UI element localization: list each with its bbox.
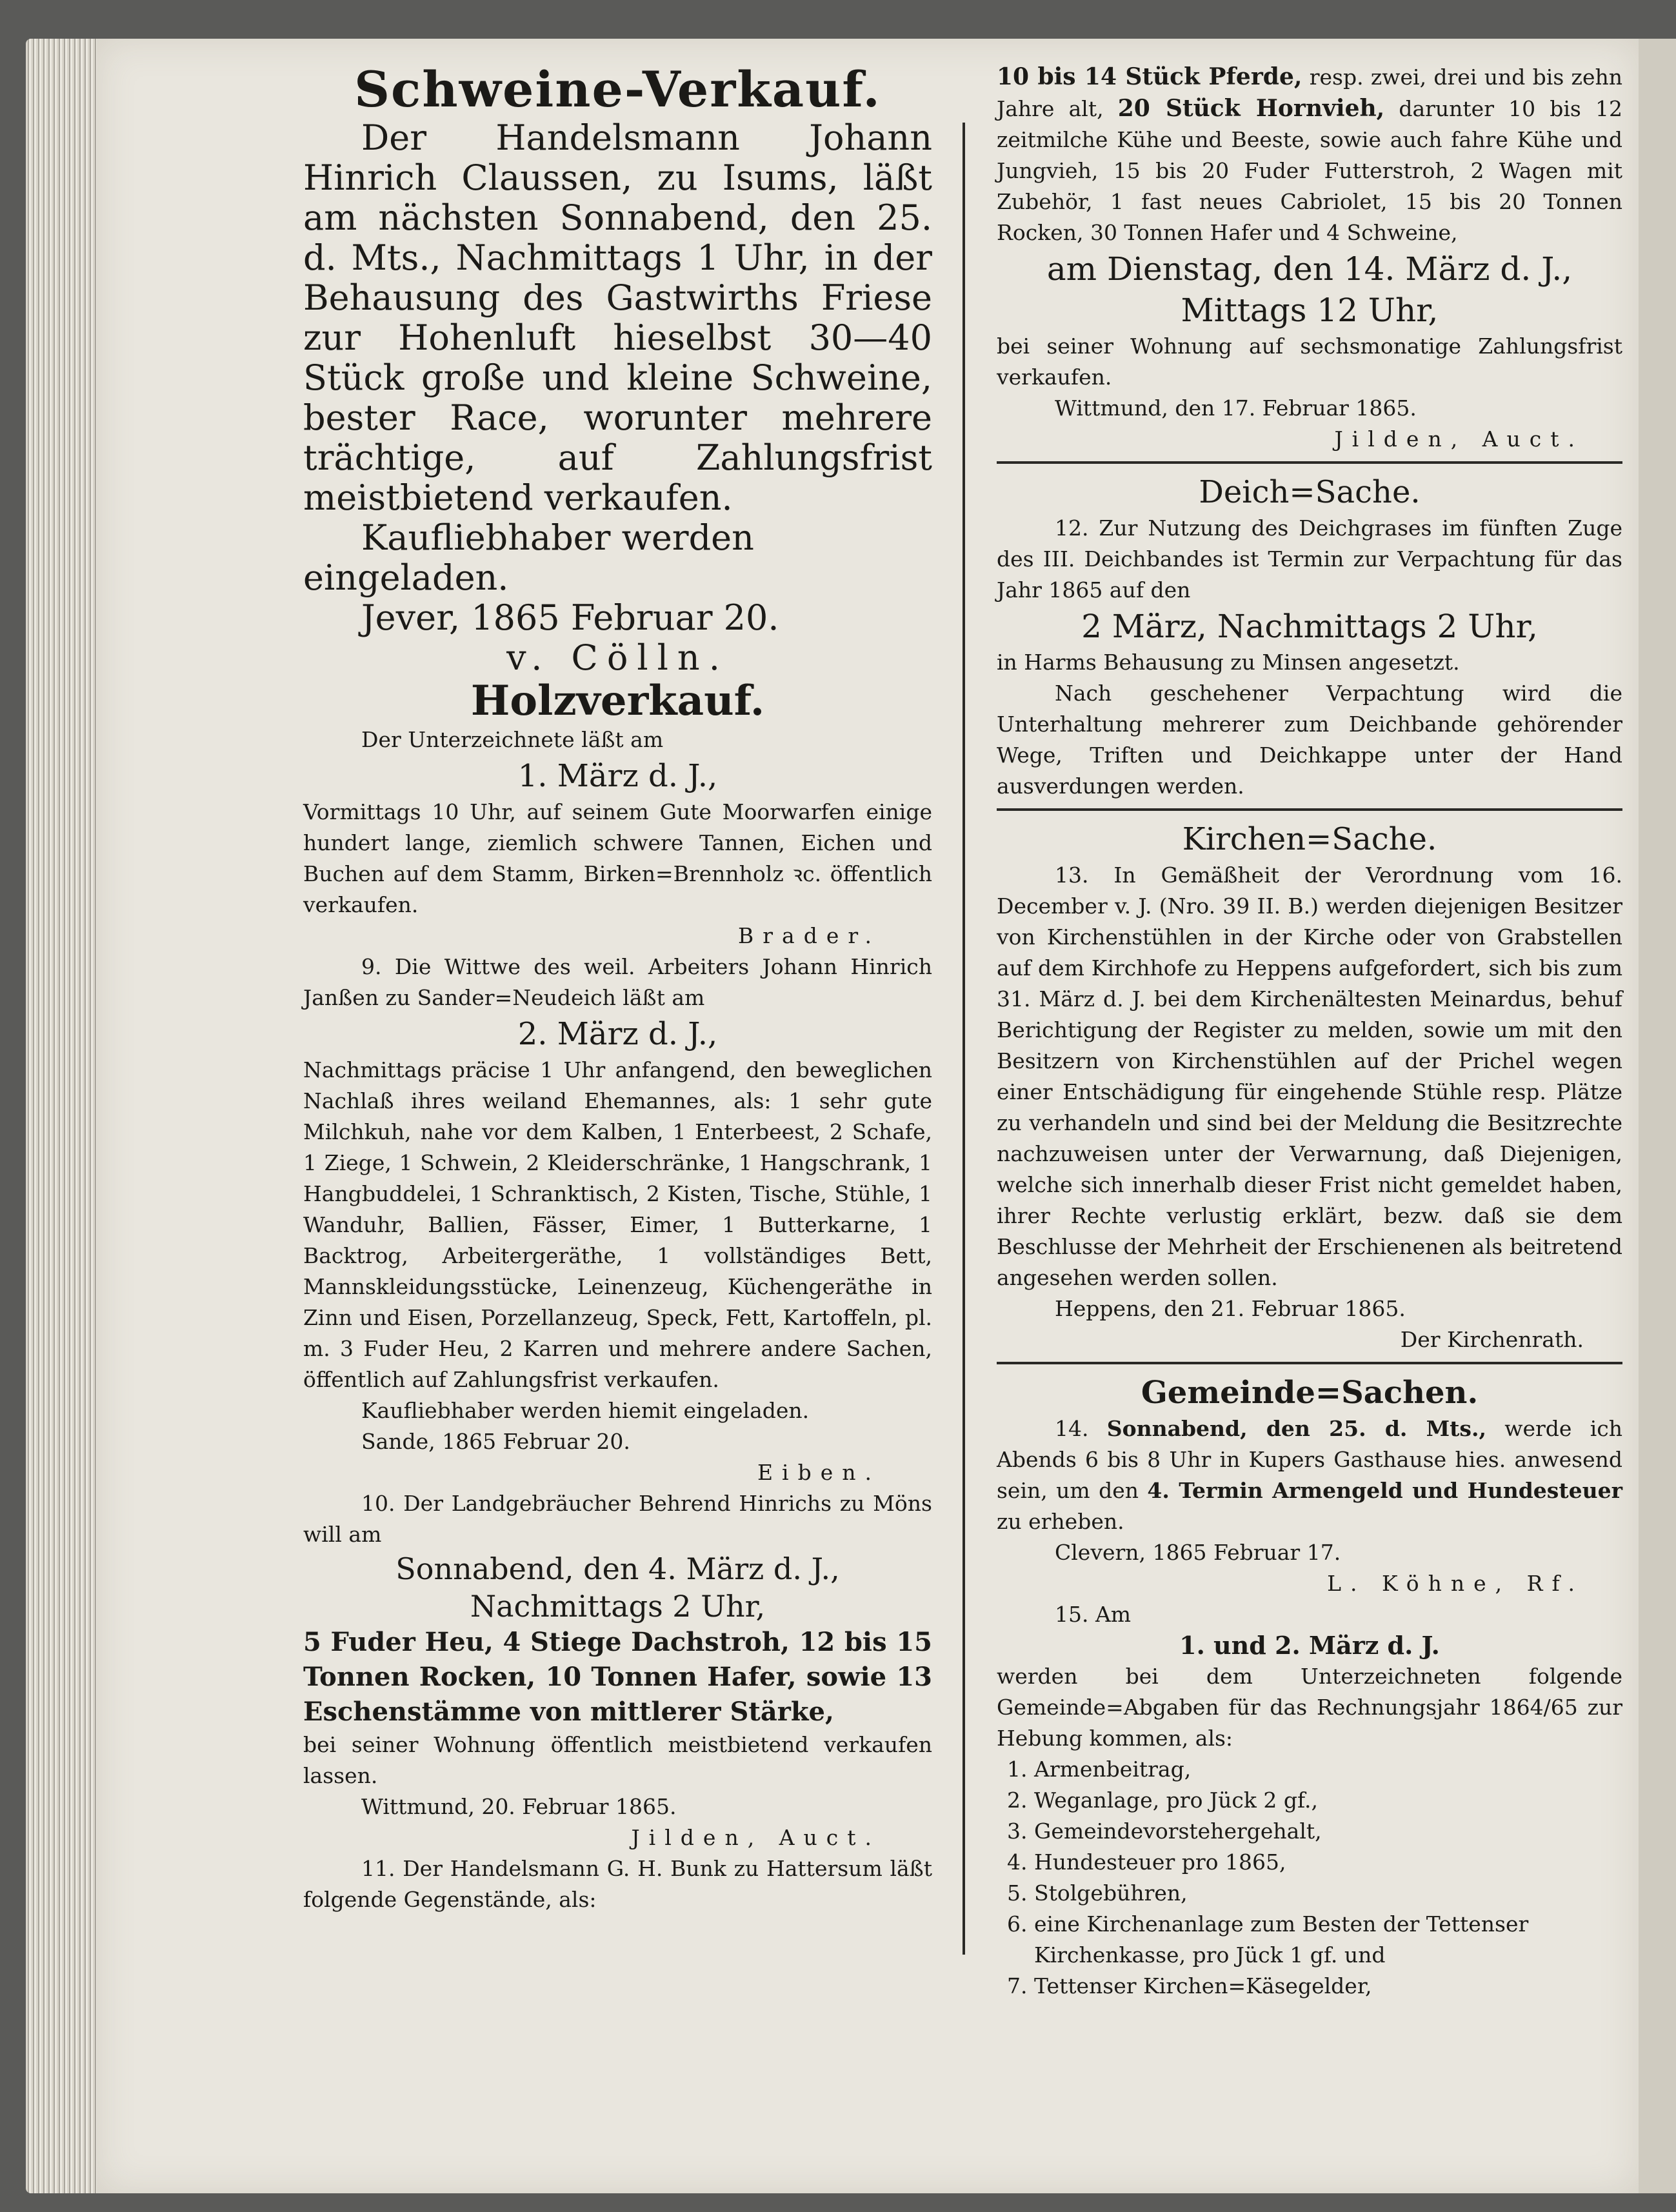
n9-signature: Eiben. (757, 1460, 881, 1485)
n14-paragraph (997, 1413, 1622, 1537)
n11-dateline: Wittmund, den 17. Februar 1865. (1055, 395, 1417, 421)
n10-time: Nachmittags 2 Uhr, (470, 1589, 766, 1624)
notice-11-start (303, 1853, 932, 1915)
n9-invite: Kaufliebhaber werden hiemit eingeladen. (361, 1398, 810, 1423)
notice-11-continued (997, 61, 1622, 455)
right-column (997, 61, 1622, 2002)
gemeinde-title: Gemeinde=Sachen. (1141, 1375, 1479, 1411)
list-item: 3. Gemeindevorstehergehalt, (1034, 1816, 1622, 1847)
left-column (303, 61, 932, 1915)
schweine-signature: v. Cölln. (506, 637, 729, 678)
notice-10 (303, 1488, 932, 1853)
n14-dateline: Clevern, 1865 Februar 17. (1055, 1540, 1341, 1565)
holz-signature: Brader. (738, 923, 881, 948)
n14-date: Sonnabend, den 25. d. Mts., (1106, 1416, 1486, 1441)
n15-item-list (997, 1754, 1622, 2002)
section-rule (997, 808, 1622, 811)
holzverkauf-notice (303, 678, 932, 952)
list-item: 5. Stolgebühren, (1034, 1878, 1622, 1909)
section-rule (997, 1362, 1622, 1364)
deich-text: 12. Zur Nutzung des Deichgrases im fünften Zuge des III. Deichbandes ist Termin zur Verpachtung für das Jahr 1865 auf den (997, 515, 1622, 603)
n11-goods-paragraph (997, 61, 1622, 248)
holz-text: Vormittags 10 Uhr, auf seinem Gute Moorwarfen einige hundert lange, ziemlich schwere Tannen, Eichen und Buchen auf dem Stamm, Birken=Brennholz ꝛc. öffentlich verkaufen. (303, 799, 932, 917)
deich-sache-section (997, 472, 1622, 802)
schweine-invite: Kaufliebhaber werden eingeladen. (303, 517, 754, 598)
schweine-title: Schweine-Verkauf. (354, 61, 881, 118)
n15-text: werden bei dem Unterzeichneten folgende Gemeinde=Abgaben für das Rechnungsjahr 1864/65 zur Hebung kommen, als: (997, 1664, 1622, 1751)
n15-date: 1. und 2. März d. J. (1179, 1631, 1440, 1660)
list-item: 1. Armenbeitrag, (1034, 1754, 1622, 1785)
schweine-dateline: Jever, 1865 Februar 20. (361, 597, 779, 638)
adjacent-page-strip (1639, 39, 1676, 2193)
holz-intro: Der Unterzeichnete läßt am (361, 727, 664, 752)
n14-taxes: 4. Termin Armengeld und Hundesteuer (1147, 1478, 1622, 1503)
n11-cattle: 20 Stück Hornvieh, (1117, 95, 1385, 122)
holz-date: 1. März d. J., (517, 758, 718, 794)
gemeinde-sachen-section (997, 1372, 1622, 2002)
n11-text: bei seiner Wohnung auf sechsmonatige Zahlungsfrist verkaufen. (997, 334, 1622, 390)
n9-dateline: Sande, 1865 Februar 20. (361, 1429, 630, 1454)
column-divider (963, 123, 965, 1955)
holz-title: Holzverkauf. (470, 677, 765, 725)
n10-goods: 5 Fuder Heu, 4 Stiege Dachstroh, 12 bis 15 Tonnen Rocken, 10 Tonnen Hafer, sowie 13 Eschenstämme von mittlerer Stärke, (303, 1627, 932, 1727)
n11-horses-detail: resp. zwei, drei und bis zehn Jahre alt, (997, 65, 1622, 121)
n11-time: Mittags 12 Uhr, (1181, 292, 1439, 329)
n15-intro: 15. Am (1055, 1602, 1132, 1627)
n11-signature: Jilden, Auct. (1334, 426, 1584, 452)
n14-number: 14. (1055, 1416, 1089, 1441)
kirchen-dateline: Heppens, den 21. Februar 1865. (1055, 1296, 1406, 1321)
kirchen-text: 13. In Gemäßheit der Verordnung vom 16. December v. J. (Nro. 39 II. B.) werden diejenigen Besitzer von Kirchenstühlen in der Kirche oder von Grabstellen auf dem Kirchhofe zu Heppens aufgefordert, sich bis zum 31. März d. J. bei dem Kirchenältesten Meinardus, behuf Berichtigung der Register zu melden, sowie um mit den Besitzern von Kirchenstühlen auf der Prichel wegen einer Entschädigung für eingehende Stühle resp. Plätze zu verhandeln und sind bei der Meldung die Besitzrechte nachzuweisen unter der Verwarnung, daß Diejenigen, welche sich innerhalb dieser Frist nicht gemeldet haben, ihrer Rechte verlustig erklärt, bezw. daß sie dem Beschlusse der Mehrheit der Erschienenen als beitretend angesehen werden sollen. (997, 862, 1622, 1290)
n10-text: bei seiner Wohnung öffentlich meistbietend verkaufen lassen. (303, 1732, 932, 1788)
n14-signature: L. Köhne, Rf. (1327, 1571, 1584, 1596)
n10-intro: 10. Der Landgebräucher Behrend Hinrichs zu Möns will am (303, 1491, 932, 1547)
list-item: 4. Hundesteuer pro 1865, (1034, 1847, 1622, 1878)
schweine-text: Der Handelsmann Johann Hinrich Claussen, zu Isums, läßt am nächsten Sonnabend, den 25. d. Mts., Nachmittags 1 Uhr, in der Behausung des Gastwirths Friese zur Hohenluft hieselbst 30—40 Stück große und kleine Schweine, bester Race, worunter mehrere trächtige, auf Zahlungsfrist meistbietend verkaufen. (303, 117, 932, 518)
deich-place: in Harms Behausung zu Minsen angesetzt. (997, 650, 1460, 675)
n14-text2: zu erheben. (997, 1509, 1124, 1534)
deich-date: 2 März, Nachmittags 2 Uhr, (1081, 608, 1538, 645)
n11-intro: 11. Der Handelsmann G. H. Bunk zu Hattersum läßt folgende Gegenstände, als: (303, 1856, 932, 1912)
kirchen-title: Kirchen=Sache. (1182, 821, 1437, 857)
n14-text: werde ich Abends 6 bis 8 Uhr in Kupers Gasthause hies. anwesend sein, um den (997, 1416, 1623, 1503)
kirchen-sache-section (997, 819, 1622, 1355)
n10-signature: Jilden, Auct. (631, 1825, 881, 1850)
notice-9 (303, 952, 932, 1488)
list-item: 7. Tettenser Kirchen=Käsegelder, (1034, 1971, 1622, 2002)
n10-date: Sonnabend, den 4. März d. J., (395, 1551, 840, 1586)
n10-dateline: Wittmund, 20. Februar 1865. (361, 1794, 677, 1819)
section-rule (997, 461, 1622, 464)
n11-horses: 10 bis 14 Stück Pferde, (997, 63, 1302, 90)
n9-date: 2. März d. J., (517, 1016, 718, 1052)
deich-title: Deich=Sache. (1199, 474, 1421, 510)
kirchen-signature: Der Kirchenrath. (1400, 1327, 1584, 1352)
n9-text: Nachmittags präcise 1 Uhr anfangend, den beweglichen Nachlaß ihres weiland Ehemannes, als: 1 sehr gute Milchkuh, nahe vor dem Kalben, 1 Enterbeest, 2 Schafe, 1 Ziege, 1 Schwein, 2 Kleiderschränke, 1 Hangschrank, 1 Hangbuddelei, 1 Schranktisch, 2 Kisten, Tische, Stühle, 1 Wanduhr, Ballien, Fässer, Eimer, 1 Butterkarne, 1 Backtrog, Arbeitergeräthe, 1 vollständiges Bett, Mannskleidungsstücke, Leinenzeug, Küchengeräthe in Zinn und Eisen, Porzellanzeug, Speck, Fett, Kartoffeln, pl. m. 3 Fuder Heu, 2 Karren und mehrere andere Sachen, öffentlich auf Zahlungsfrist verkaufen. (303, 1057, 932, 1392)
n9-intro: 9. Die Wittwe des weil. Arbeiters Johann Hinrich Janßen zu Sander=Neudeich läßt am (303, 954, 932, 1010)
n11-cattle-detail: darunter 10 bis 12 zeitmilche Kühe und Beeste, sowie auch fahre Kühe und Jungvieh, 15 bis 20 Fuder Futterstroh, 2 Wagen mit Zubehör, 1 fast neues Cabriolet, 15 bis 20 Tonnen Rocken, 30 Tonnen Hafer und 4 Schweine, (997, 96, 1622, 245)
list-item: 6. eine Kirchenanlage zum Besten der Tettenser Kirchenkasse, pro Jück 1 gf. und (1034, 1909, 1622, 1971)
list-item: 2. Weganlage, pro Jück 2 gf., (1034, 1785, 1622, 1816)
deich-text2: Nach geschehener Verpachtung wird die Unterhaltung mehrerer zum Deichbande gehörender Wege, Triften und Deichkappe unter der Hand ausverdungen werden. (997, 681, 1622, 799)
n11-date: am Dienstag, den 14. März d. J., (1046, 250, 1573, 288)
schweine-verkauf-notice (303, 61, 932, 678)
